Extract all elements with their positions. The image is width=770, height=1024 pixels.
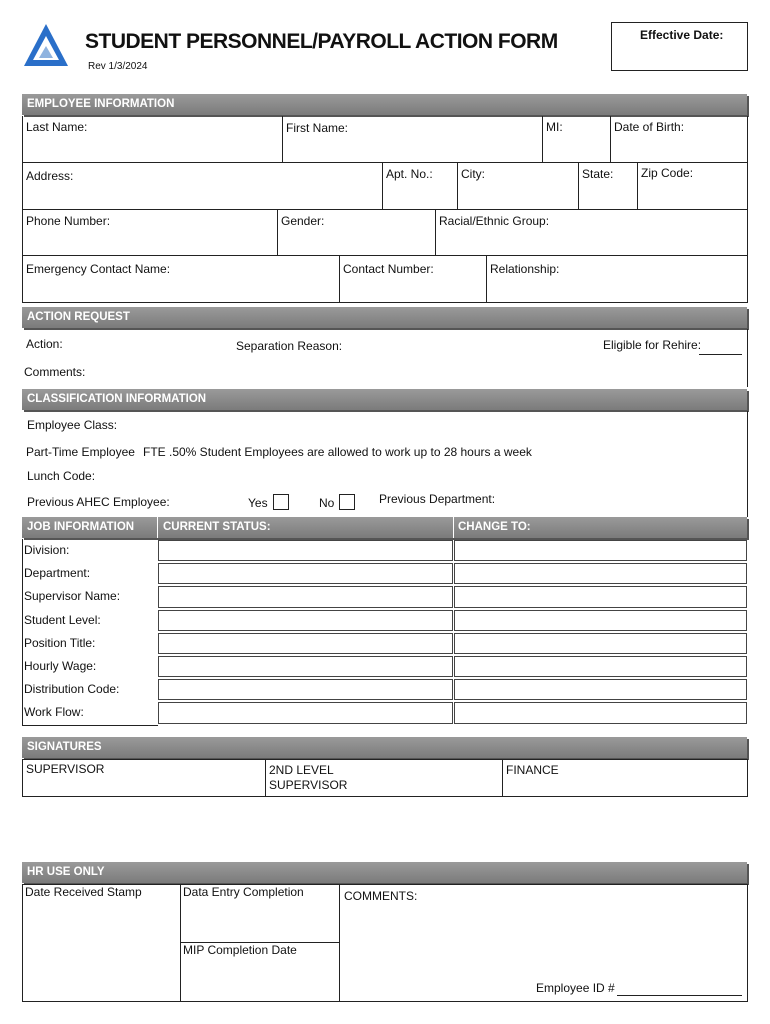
previous-department-label: Previous Department:: [379, 492, 496, 506]
comments-label: Comments:: [24, 365, 86, 379]
job-row-label: Position Title:: [24, 635, 96, 650]
job-row-label: Hourly Wage:: [24, 659, 97, 673]
second-level-label-2: SUPERVISOR: [269, 778, 348, 792]
employee-id-line[interactable]: [617, 995, 742, 996]
change-to-cell[interactable]: [454, 540, 747, 561]
action-request-heading: ACTION REQUEST: [22, 307, 747, 328]
current-status-cell[interactable]: [158, 633, 453, 654]
current-status-cell[interactable]: [158, 586, 453, 607]
job-row-label: Student Level:: [24, 612, 101, 627]
ethnic-group-label: Racial/Ethnic Group:: [439, 214, 550, 228]
triangle-logo-icon: [22, 22, 70, 68]
job-row-label: Work Flow:: [24, 705, 84, 720]
current-status-cell[interactable]: [158, 656, 453, 677]
contact-number-label: Contact Number:: [343, 262, 434, 276]
city-label: City:: [461, 167, 485, 181]
current-status-cell[interactable]: [158, 679, 453, 700]
job-row-label: Distribution Code:: [24, 682, 120, 697]
change-to-cell[interactable]: [454, 610, 747, 631]
zip-label: Zip Code:: [641, 166, 694, 180]
last-name-label: Last Name:: [26, 120, 88, 134]
job-information-heading: JOB INFORMATION: [27, 521, 135, 533]
emergency-contact-label: Emergency Contact Name:: [26, 262, 171, 276]
action-label: Action:: [26, 337, 63, 351]
job-row-label: Division:: [24, 543, 70, 557]
lunch-code-label: Lunch Code:: [27, 469, 96, 483]
finance-signature-label: FINANCE: [506, 763, 559, 777]
supervisor-signature-label: SUPERVISOR: [26, 762, 105, 776]
current-status-cell[interactable]: [158, 610, 453, 631]
eligible-rehire-label: Eligible for Rehire:: [603, 338, 702, 352]
second-level-label-1: 2ND LEVEL: [269, 763, 334, 777]
yes-checkbox[interactable]: [273, 494, 289, 510]
change-to-cell[interactable]: [454, 656, 747, 677]
dob-label: Date of Birth:: [614, 120, 685, 134]
change-to-cell[interactable]: [454, 586, 747, 607]
current-status-cell[interactable]: [158, 702, 453, 723]
current-status-heading: CURRENT STATUS:: [163, 521, 271, 533]
revision-label: Rev 1/3/2024: [88, 61, 148, 72]
fte-note: FTE .50% Student Employees are allowed to work up to 28 hours a week: [143, 445, 532, 459]
apt-label: Apt. No.:: [386, 167, 433, 181]
job-row-label: Supervisor Name:: [24, 589, 121, 604]
page-title: STUDENT PERSONNEL/PAYROLL ACTION FORM: [85, 30, 558, 53]
employee-information-heading: EMPLOYEE INFORMATION: [22, 94, 747, 115]
address-label: Address:: [26, 169, 74, 183]
job-row-label: Department:: [24, 566, 91, 581]
gender-label: Gender:: [281, 214, 325, 228]
eligible-rehire-line[interactable]: [699, 354, 742, 355]
date-received-label: Date Received Stamp: [25, 885, 142, 899]
change-to-cell[interactable]: [454, 702, 747, 723]
no-label: No: [319, 496, 335, 510]
current-status-cell[interactable]: [158, 540, 453, 561]
separation-reason-label: Separation Reason:: [236, 339, 343, 353]
signatures-box: [22, 759, 748, 797]
change-to-cell[interactable]: [454, 563, 747, 584]
no-checkbox[interactable]: [339, 494, 355, 510]
relationship-label: Relationship:: [490, 262, 560, 276]
effective-date-label: Effective Date:: [640, 28, 724, 42]
data-entry-label: Data Entry Completion: [183, 885, 304, 899]
first-name-label: First Name:: [286, 121, 349, 135]
state-label: State:: [582, 167, 614, 181]
change-to-cell[interactable]: [454, 633, 747, 654]
mip-completion-label: MIP Completion Date: [183, 943, 297, 957]
part-time-label: Part-Time Employee: [26, 445, 135, 459]
change-to-cell[interactable]: [454, 679, 747, 700]
classification-heading: CLASSIFICATION INFORMATION: [22, 389, 747, 410]
hr-use-heading: HR USE ONLY: [22, 862, 747, 883]
employee-id-label: Employee ID #: [536, 981, 615, 995]
current-status-cell[interactable]: [158, 563, 453, 584]
previous-ahec-label: Previous AHEC Employee:: [27, 495, 170, 509]
employee-class-label: Employee Class:: [27, 418, 118, 432]
signatures-heading: SIGNATURES: [22, 737, 747, 758]
yes-label: Yes: [248, 496, 268, 510]
change-to-heading: CHANGE TO:: [458, 521, 531, 533]
hr-comments-label: COMMENTS:: [344, 889, 418, 903]
mi-label: MI:: [546, 120, 563, 134]
phone-label: Phone Number:: [26, 214, 111, 228]
